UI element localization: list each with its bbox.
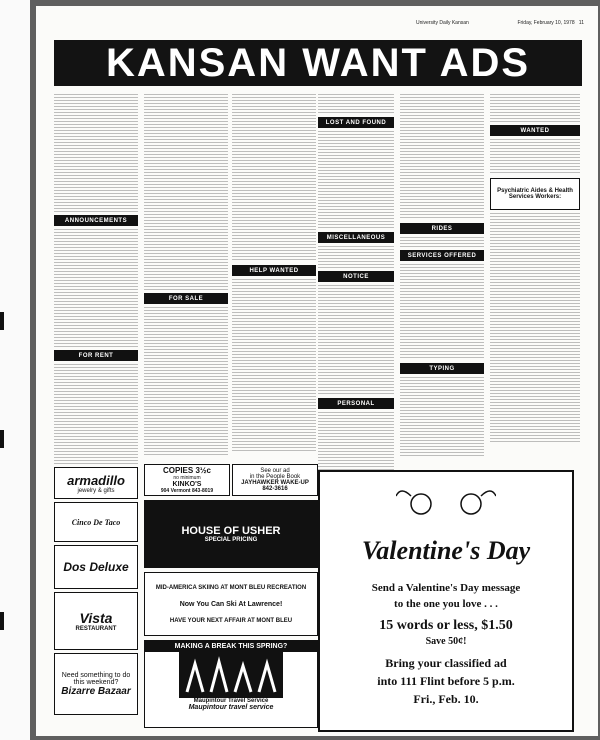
masthead bbox=[56, 20, 584, 32]
section-heading-help-wanted: HELP WANTED bbox=[232, 265, 316, 276]
ski-line3: HAVE YOUR NEXT AFFAIR AT MONT BLEU bbox=[169, 617, 293, 624]
armadillo-name: armadillo bbox=[67, 472, 125, 488]
usher-line1: HOUSE OF USHER bbox=[181, 525, 281, 537]
valentine-line6: into 111 Flint before 5 p.m. bbox=[377, 674, 515, 688]
column-4-text bbox=[318, 94, 394, 114]
column-6 bbox=[490, 94, 580, 446]
vista-title: Vista bbox=[79, 610, 113, 626]
column-2 bbox=[144, 94, 228, 460]
date-text: Friday, February 10, 1978 bbox=[517, 20, 575, 26]
dancers-illustration bbox=[179, 652, 283, 698]
newspaper-page bbox=[36, 6, 598, 736]
jayhawker-ad bbox=[232, 464, 318, 496]
bazaar-line2: Bizarre Bazaar bbox=[61, 685, 131, 697]
section-heading-announcements: ANNOUNCEMENTS bbox=[54, 215, 138, 226]
dos-title: Dos Deluxe bbox=[63, 560, 129, 574]
notice-text bbox=[318, 285, 394, 395]
house-of-usher-ad bbox=[144, 500, 318, 568]
issue-date bbox=[517, 20, 584, 26]
page-number: 11 bbox=[578, 20, 584, 26]
ski-line1: MID-AMERICA SKIING AT MONT BLEU RECREATION bbox=[155, 584, 307, 591]
edge-mark bbox=[0, 430, 4, 448]
cinco-de-taco-ad bbox=[54, 502, 138, 542]
section-heading-services: SERVICES OFFERED bbox=[400, 250, 484, 261]
spring-line1: MAKING A BREAK THIS SPRING? bbox=[145, 641, 317, 652]
paper-name: University Daily Kansan bbox=[416, 20, 469, 26]
vista-ad bbox=[54, 592, 138, 650]
section-heading-notice: NOTICE bbox=[318, 271, 394, 282]
section-heading-personal: PERSONAL bbox=[318, 398, 394, 409]
typing-text bbox=[400, 377, 484, 457]
miscellaneous-text bbox=[318, 246, 394, 268]
want-ads-banner bbox=[54, 40, 582, 86]
column-5-text bbox=[400, 94, 484, 220]
column-4 bbox=[318, 94, 394, 487]
valentine-line7: Fri., Feb. 10. bbox=[413, 692, 479, 706]
for-rent-text bbox=[54, 364, 138, 464]
jayhawker-line4: 842-3616 bbox=[262, 486, 288, 492]
mont-bleu-skiing-ad bbox=[144, 572, 318, 636]
cinco-title: Cinco De Taco bbox=[71, 517, 121, 527]
section-heading-lost-found: LOST AND FOUND bbox=[318, 117, 394, 128]
spring-line3: Maupintour travel service bbox=[188, 704, 274, 711]
section-heading-for-sale: FOR SALE bbox=[144, 293, 228, 304]
psychiatric-line1: Psychiatric Aides & Health Services Workers: bbox=[497, 188, 573, 200]
valentine-line2: to the one you love . . . bbox=[394, 598, 498, 610]
kinkos-line1: COPIES 3½c bbox=[162, 466, 212, 475]
kinkos-line3: KINKO'S bbox=[172, 481, 202, 488]
wanted-text-continued bbox=[490, 213, 580, 443]
rides-text bbox=[400, 237, 484, 247]
column-3-text bbox=[232, 94, 316, 262]
armadillo-ad bbox=[54, 467, 138, 499]
section-heading-for-rent: FOR RENT bbox=[54, 350, 138, 361]
adjacent-page-edge bbox=[0, 0, 30, 740]
rates-info-text bbox=[54, 94, 138, 212]
kinkos-ad bbox=[144, 464, 230, 496]
section-heading-wanted: WANTED bbox=[490, 125, 580, 136]
section-heading-miscellaneous: MISCELLANEOUS bbox=[318, 232, 394, 243]
wanted-text bbox=[490, 139, 580, 175]
valentine-title: Valentine's Day bbox=[361, 536, 531, 565]
column-6-text bbox=[490, 94, 580, 122]
jayhawker-line2: in the People Book bbox=[249, 474, 301, 480]
banner-title: KANSAN WANT ADS bbox=[105, 40, 531, 85]
services-text bbox=[400, 264, 484, 360]
ski-line2: Now You Can Ski At Lawrence! bbox=[179, 600, 283, 608]
valentine-line1: Send a Valentine's Day message bbox=[371, 582, 521, 594]
column-5 bbox=[400, 94, 484, 460]
valentine-line4: Save 50¢! bbox=[425, 636, 467, 647]
valentines-day-ad bbox=[318, 470, 574, 732]
for-sale-text bbox=[144, 307, 228, 457]
column-1 bbox=[54, 94, 138, 718]
kinkos-line4: 904 Vermont 843-8019 bbox=[160, 488, 214, 494]
lost-found-text bbox=[318, 131, 394, 229]
column-3 bbox=[232, 94, 316, 454]
jayhawker-line1: See our ad bbox=[260, 468, 290, 474]
kinkos-line2: no minimum bbox=[173, 475, 201, 481]
edge-mark bbox=[0, 612, 4, 630]
spring-line2: Maupintour Travel Service bbox=[193, 698, 269, 704]
bazaar-line1: Need something to do this weekend? bbox=[61, 671, 131, 686]
psychiatric-aides-ad bbox=[490, 178, 580, 210]
valentine-line5: Bring your classified ad bbox=[385, 656, 507, 670]
vista-sub: RESTAURANT bbox=[75, 626, 117, 632]
announcements-text bbox=[54, 229, 138, 347]
section-heading-rides: RIDES bbox=[400, 223, 484, 234]
section-heading-typing: TYPING bbox=[400, 363, 484, 374]
edge-mark bbox=[0, 312, 4, 330]
armadillo-sub: jewelry & gifts bbox=[77, 487, 115, 494]
maupintour-ad bbox=[144, 640, 318, 728]
valentine-line3: 15 words or less, $1.50 bbox=[379, 618, 513, 633]
bazaar-ad bbox=[54, 653, 138, 715]
usher-line2: SPECIAL PRICING bbox=[204, 537, 258, 543]
column-2-text bbox=[144, 94, 228, 290]
jayhawker-line3: JAYHAWKER WAKE-UP bbox=[241, 480, 309, 486]
dos-deluxe-ad bbox=[54, 545, 138, 589]
cupids-illustration bbox=[396, 486, 496, 526]
help-wanted-text bbox=[232, 279, 316, 451]
